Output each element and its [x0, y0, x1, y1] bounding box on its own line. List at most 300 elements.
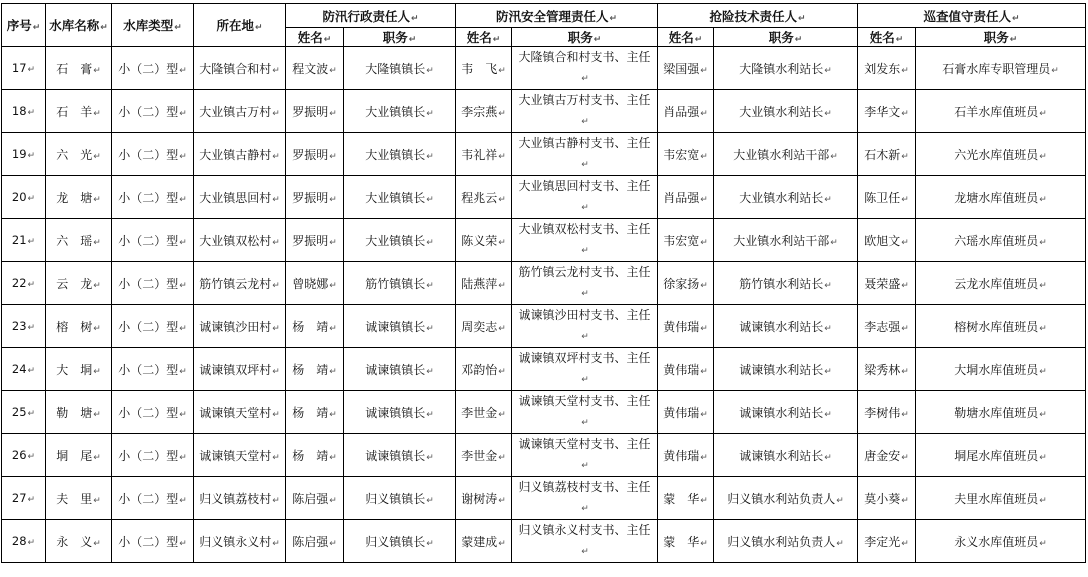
- location-cell: [194, 520, 286, 563]
- table-row: [2, 176, 1086, 219]
- reservoir-type-cell-text: 小（二）型: [118, 61, 179, 76]
- patrol-name-cell-text: 聂荣盛: [864, 276, 901, 291]
- safety-name-cell: [456, 133, 512, 176]
- admin-name-cell: [286, 219, 344, 262]
- patrol-duty-cell-text: 勒塘水库值班员: [954, 405, 1039, 420]
- paragraph-mark: ↵: [498, 323, 506, 334]
- safety-name-cell: [456, 391, 512, 434]
- reservoir-type-cell-text: 小（二）型: [118, 534, 179, 549]
- safety-name-cell: [456, 348, 512, 391]
- location-cell: [194, 348, 286, 391]
- paragraph-mark: ↵: [179, 495, 187, 506]
- paragraph-mark: ↵: [498, 65, 506, 76]
- safety-name-cell: [456, 47, 512, 90]
- paragraph-mark: ↵: [27, 538, 36, 548]
- paragraph-mark: ↵: [27, 409, 36, 419]
- patrol-name-cell: [858, 47, 916, 90]
- safety-name-cell: [456, 176, 512, 219]
- paragraph-mark: ↵: [27, 452, 36, 462]
- paragraph-mark: ↵: [179, 194, 187, 205]
- paragraph-mark: ↵: [93, 65, 101, 76]
- safety-duty-cell: [512, 262, 658, 305]
- reservoir-type-cell-text: 小（二）型: [118, 104, 179, 119]
- safety-duty-cell-text: 归义镇永义村支书、主任: [518, 523, 651, 537]
- header-group-rescue: 抢险技术责任人↵: [658, 4, 858, 28]
- safety-name-cell: [456, 219, 512, 262]
- table-body: [2, 47, 1086, 563]
- paragraph-mark: ↵: [329, 237, 337, 248]
- rescue-duty-cell-text: 诚谏镇水利站长: [739, 405, 824, 420]
- location-cell-text: 诚谏镇沙田村: [199, 319, 272, 334]
- paragraph-mark: ↵: [93, 280, 101, 291]
- location-cell: [194, 434, 286, 477]
- paragraph-mark: ↵: [426, 538, 434, 549]
- safety-duty-cell: [512, 434, 658, 477]
- rescue-name-cell-text: 黄伟瑞: [663, 362, 700, 377]
- header-patrol-name: 姓名↵: [858, 28, 916, 47]
- seq-cell-text: 17: [11, 61, 27, 75]
- paragraph-mark: ↵: [179, 538, 187, 549]
- reservoir-name-cell: [46, 176, 112, 219]
- paragraph-mark: ↵: [901, 538, 909, 549]
- safety-name-cell-text: 韦 飞: [461, 61, 498, 76]
- rescue-duty-cell: [714, 391, 858, 434]
- safety-name-cell: [456, 90, 512, 133]
- paragraph-mark: ↵: [426, 366, 434, 377]
- reservoir-type-cell: [112, 305, 194, 348]
- admin-name-cell-text: 杨 靖: [292, 319, 329, 334]
- paragraph-mark: ↵: [581, 246, 589, 256]
- paragraph-mark: ↵: [700, 495, 708, 506]
- paragraph-mark: ↵: [272, 280, 280, 291]
- paragraph-mark: ↵: [581, 332, 589, 342]
- admin-name-cell: [286, 520, 344, 563]
- patrol-name-cell: [858, 520, 916, 563]
- safety-duty-cell-text: 大业镇思回村支书、主任: [518, 179, 651, 193]
- admin-duty-cell-text: 大业镇镇长: [365, 190, 426, 205]
- rescue-duty-cell: [714, 305, 858, 348]
- admin-duty-cell-text: 诚谏镇镇长: [365, 405, 426, 420]
- header-patrol-duty: 职务↵: [916, 28, 1086, 47]
- paragraph-mark: ↵: [581, 117, 589, 127]
- seq-cell: [2, 176, 46, 219]
- safety-name-cell-text: 韦礼祥: [461, 147, 498, 162]
- seq-cell-text: 18: [11, 104, 27, 118]
- rescue-duty-cell: [714, 348, 858, 391]
- paragraph-mark: ↵: [581, 74, 589, 84]
- rescue-name-cell: [658, 90, 714, 133]
- rescue-duty-cell: [714, 262, 858, 305]
- paragraph-mark: ↵: [272, 495, 280, 506]
- safety-name-cell-text: 周奕志: [461, 319, 498, 334]
- patrol-duty-cell: [916, 262, 1086, 305]
- rescue-name-cell-text: 黄伟瑞: [663, 448, 700, 463]
- patrol-name-cell-text: 欧旭文: [864, 233, 901, 248]
- paragraph-mark: ↵: [93, 495, 101, 506]
- header-admin-name: 姓名↵: [286, 28, 344, 47]
- paragraph-mark: ↵: [272, 409, 280, 420]
- paragraph-mark: ↵: [93, 366, 101, 377]
- rescue-name-cell-text: 黄伟瑞: [663, 405, 700, 420]
- seq-cell: [2, 434, 46, 477]
- reservoir-name-cell-text: 云 龙: [56, 276, 93, 291]
- paragraph-mark: ↵: [329, 538, 337, 549]
- paragraph-mark: ↵: [426, 237, 434, 248]
- seq-cell-text: 28: [11, 534, 27, 548]
- paragraph-mark: ↵: [179, 409, 187, 420]
- table-row: [2, 262, 1086, 305]
- admin-name-cell: [286, 477, 344, 520]
- admin-name-cell: [286, 305, 344, 348]
- reservoir-name-cell-text: 六 瑶: [56, 233, 93, 248]
- admin-name-cell-text: 罗振明: [292, 190, 329, 205]
- reservoir-name-cell-text: 石 羊: [56, 104, 93, 119]
- patrol-name-cell: [858, 434, 916, 477]
- table-row: [2, 520, 1086, 563]
- reservoir-name-cell-text: 垌 尾: [56, 448, 93, 463]
- reservoir-type-cell: [112, 90, 194, 133]
- patrol-name-cell: [858, 348, 916, 391]
- rescue-name-cell-text: 肖品强: [663, 190, 700, 205]
- paragraph-mark: ↵: [700, 108, 708, 119]
- paragraph-mark: ↵: [27, 323, 36, 333]
- rescue-duty-cell: [714, 219, 858, 262]
- safety-name-cell: [456, 305, 512, 348]
- safety-name-cell-text: 李世金: [461, 448, 498, 463]
- paragraph-mark: ↵: [581, 203, 589, 213]
- reservoir-type-cell-text: 小（二）型: [118, 491, 179, 506]
- seq-cell-text: 21: [11, 233, 27, 247]
- safety-duty-cell-text: 筋竹镇云龙村支书、主任: [518, 265, 651, 279]
- patrol-duty-cell: [916, 520, 1086, 563]
- patrol-name-cell: [858, 477, 916, 520]
- rescue-duty-cell-text: 归义镇水利站负责人: [727, 491, 836, 506]
- admin-name-cell: [286, 391, 344, 434]
- header-rescue-duty: 职务↵: [714, 28, 858, 47]
- paragraph-mark: ↵: [329, 151, 337, 162]
- paragraph-mark: ↵: [1039, 151, 1047, 162]
- location-cell: [194, 477, 286, 520]
- rescue-duty-cell-text: 大业镇水利站干部: [733, 233, 830, 248]
- header-seq: 序号↵: [2, 4, 46, 47]
- admin-duty-cell: [344, 133, 456, 176]
- paragraph-mark: ↵: [830, 151, 838, 162]
- reservoir-type-cell-text: 小（二）型: [118, 190, 179, 205]
- paragraph-mark: ↵: [27, 280, 36, 290]
- paragraph-mark: ↵: [700, 452, 708, 463]
- rescue-duty-cell: [714, 90, 858, 133]
- rescue-duty-cell-text: 诚谏镇水利站长: [739, 362, 824, 377]
- paragraph-mark: ↵: [27, 237, 36, 247]
- paragraph-mark: ↵: [700, 151, 708, 162]
- paragraph-mark: ↵: [272, 194, 280, 205]
- reservoir-name-cell: [46, 219, 112, 262]
- paragraph-mark: ↵: [836, 538, 844, 549]
- patrol-name-cell: [858, 176, 916, 219]
- location-cell-text: 大业镇古静村: [199, 147, 272, 162]
- safety-duty-cell-text: 大隆镇合和村支书、主任: [518, 50, 651, 64]
- seq-cell: [2, 133, 46, 176]
- rescue-name-cell: [658, 348, 714, 391]
- table-row: [2, 348, 1086, 391]
- safety-duty-cell: [512, 391, 658, 434]
- paragraph-mark: ↵: [1039, 280, 1047, 291]
- patrol-duty-cell: [916, 176, 1086, 219]
- table-row: [2, 219, 1086, 262]
- rescue-name-cell-text: 梁国强: [663, 61, 700, 76]
- patrol-duty-cell-text: 大垌水库值班员: [954, 362, 1039, 377]
- paragraph-mark: ↵: [179, 366, 187, 377]
- rescue-name-cell: [658, 305, 714, 348]
- paragraph-mark: ↵: [824, 194, 832, 205]
- safety-duty-cell: [512, 219, 658, 262]
- safety-name-cell-text: 陆燕萍: [461, 276, 498, 291]
- seq-cell: [2, 305, 46, 348]
- location-cell-text: 大业镇双松村: [199, 233, 272, 248]
- paragraph-mark: ↵: [272, 237, 280, 248]
- admin-duty-cell: [344, 219, 456, 262]
- location-cell-text: 大业镇思回村: [199, 190, 272, 205]
- safety-duty-cell: [512, 305, 658, 348]
- reservoir-type-cell-text: 小（二）型: [118, 362, 179, 377]
- admin-duty-cell: [344, 520, 456, 563]
- patrol-duty-cell: [916, 348, 1086, 391]
- table-row: [2, 305, 1086, 348]
- reservoir-type-cell: [112, 47, 194, 90]
- paragraph-mark: ↵: [329, 495, 337, 506]
- rescue-name-cell-text: 徐家扬: [663, 276, 700, 291]
- paragraph-mark: ↵: [498, 280, 506, 291]
- header-rescue-name: 姓名↵: [658, 28, 714, 47]
- location-cell-text: 归义镇永义村: [199, 534, 272, 549]
- paragraph-mark: ↵: [700, 65, 708, 76]
- header-row-top: [2, 4, 1086, 28]
- paragraph-mark: ↵: [426, 323, 434, 334]
- paragraph-mark: ↵: [581, 160, 589, 170]
- paragraph-mark: ↵: [824, 280, 832, 291]
- patrol-name-cell: [858, 305, 916, 348]
- admin-duty-cell-text: 诚谏镇镇长: [365, 362, 426, 377]
- paragraph-mark: ↵: [272, 151, 280, 162]
- reservoir-name-cell: [46, 90, 112, 133]
- location-cell: [194, 47, 286, 90]
- patrol-duty-cell-text: 六瑶水库值班员: [954, 233, 1039, 248]
- paragraph-mark: ↵: [93, 538, 101, 549]
- patrol-name-cell: [858, 133, 916, 176]
- header-reservoir-type: 水库类型↵: [112, 4, 194, 47]
- rescue-name-cell: [658, 520, 714, 563]
- paragraph-mark: ↵: [700, 237, 708, 248]
- paragraph-mark: ↵: [1039, 108, 1047, 119]
- paragraph-mark: ↵: [93, 108, 101, 119]
- admin-duty-cell: [344, 90, 456, 133]
- location-cell-text: 诚谏镇双坪村: [199, 362, 272, 377]
- rescue-duty-cell-text: 大业镇水利站长: [739, 190, 824, 205]
- reservoir-name-cell-text: 大 垌: [56, 362, 93, 377]
- paragraph-mark: ↵: [426, 452, 434, 463]
- paragraph-mark: ↵: [700, 280, 708, 291]
- admin-name-cell-text: 杨 靖: [292, 448, 329, 463]
- safety-name-cell-text: 谢树涛: [461, 491, 498, 506]
- paragraph-mark: ↵: [93, 237, 101, 248]
- patrol-name-cell-text: 刘发东: [864, 61, 901, 76]
- patrol-name-cell: [858, 90, 916, 133]
- paragraph-mark: ↵: [836, 495, 844, 506]
- rescue-duty-cell-text: 筋竹镇水利站长: [739, 276, 824, 291]
- paragraph-mark: ↵: [179, 280, 187, 291]
- location-cell-text: 大隆镇合和村: [199, 61, 272, 76]
- reservoir-name-cell: [46, 520, 112, 563]
- paragraph-mark: ↵: [93, 151, 101, 162]
- reservoir-type-cell-text: 小（二）型: [118, 319, 179, 334]
- rescue-name-cell-text: 韦宏宽: [663, 147, 700, 162]
- admin-duty-cell: [344, 348, 456, 391]
- paragraph-mark: ↵: [901, 323, 909, 334]
- reservoir-type-cell: [112, 477, 194, 520]
- reservoir-type-cell: [112, 391, 194, 434]
- reservoir-type-cell: [112, 348, 194, 391]
- reservoir-type-cell-text: 小（二）型: [118, 448, 179, 463]
- seq-cell-text: 20: [11, 190, 27, 204]
- paragraph-mark: ↵: [27, 194, 36, 204]
- rescue-name-cell-text: 蒙 华: [663, 534, 700, 549]
- seq-cell-text: 27: [11, 491, 27, 505]
- admin-duty-cell-text: 大隆镇镇长: [365, 61, 426, 76]
- admin-name-cell: [286, 90, 344, 133]
- paragraph-mark: ↵: [272, 65, 280, 76]
- paragraph-mark: ↵: [93, 452, 101, 463]
- safety-duty-cell: [512, 133, 658, 176]
- reservoir-name-cell-text: 勒 塘: [56, 405, 93, 420]
- paragraph-mark: ↵: [426, 280, 434, 291]
- paragraph-mark: ↵: [700, 538, 708, 549]
- safety-name-cell: [456, 477, 512, 520]
- rescue-duty-cell-text: 大业镇水利站长: [739, 104, 824, 119]
- seq-cell-text: 23: [11, 319, 27, 333]
- table-row: [2, 477, 1086, 520]
- paragraph-mark: ↵: [498, 366, 506, 377]
- paragraph-mark: ↵: [901, 452, 909, 463]
- paragraph-mark: ↵: [1039, 538, 1047, 549]
- patrol-name-cell: [858, 262, 916, 305]
- safety-duty-cell-text: 诚谏镇沙田村支书、主任: [518, 308, 651, 322]
- safety-duty-cell-text: 大业镇双松村支书、主任: [518, 222, 651, 236]
- table-row: [2, 391, 1086, 434]
- paragraph-mark: ↵: [901, 151, 909, 162]
- reservoir-name-cell: [46, 348, 112, 391]
- reservoir-name-cell-text: 夫 里: [56, 491, 93, 506]
- reservoir-name-cell: [46, 262, 112, 305]
- admin-name-cell: [286, 434, 344, 477]
- paragraph-mark: ↵: [700, 194, 708, 205]
- reservoir-name-cell-text: 六 光: [56, 147, 93, 162]
- paragraph-mark: ↵: [700, 323, 708, 334]
- paragraph-mark: ↵: [27, 151, 36, 161]
- header-admin-duty: 职务↵: [344, 28, 456, 47]
- admin-duty-cell: [344, 477, 456, 520]
- safety-duty-cell: [512, 348, 658, 391]
- paragraph-mark: ↵: [93, 194, 101, 205]
- admin-name-cell-text: 罗振明: [292, 233, 329, 248]
- admin-name-cell: [286, 176, 344, 219]
- rescue-duty-cell: [714, 133, 858, 176]
- reservoir-name-cell-text: 榕 树: [56, 319, 93, 334]
- paragraph-mark: ↵: [824, 366, 832, 377]
- reservoir-type-cell-text: 小（二）型: [118, 147, 179, 162]
- safety-name-cell-text: 陈义荣: [461, 233, 498, 248]
- paragraph-mark: ↵: [498, 151, 506, 162]
- header-reservoir-name: 水库名称↵: [46, 4, 112, 47]
- admin-name-cell: [286, 348, 344, 391]
- paragraph-mark: ↵: [426, 65, 434, 76]
- reservoir-name-cell: [46, 133, 112, 176]
- header-group-admin: 防汛行政责任人↵: [286, 4, 456, 28]
- paragraph-mark: ↵: [901, 495, 909, 506]
- rescue-name-cell-text: 肖品强: [663, 104, 700, 119]
- safety-duty-cell-text: 诚谏镇天堂村支书、主任: [518, 437, 651, 451]
- reservoir-name-cell-text: 龙 塘: [56, 190, 93, 205]
- safety-duty-cell: [512, 176, 658, 219]
- safety-name-cell-text: 蒙建成: [461, 534, 498, 549]
- safety-duty-cell-text: 诚谏镇天堂村支书、主任: [518, 394, 651, 408]
- paragraph-mark: ↵: [27, 366, 36, 376]
- rescue-duty-cell-text: 大隆镇水利站长: [739, 61, 824, 76]
- paragraph-mark: ↵: [179, 108, 187, 119]
- table-row: [2, 434, 1086, 477]
- safety-duty-cell-text: 诚谏镇双坪村支书、主任: [518, 351, 651, 365]
- paragraph-mark: ↵: [498, 108, 506, 119]
- paragraph-mark: ↵: [824, 409, 832, 420]
- admin-duty-cell-text: 诚谏镇镇长: [365, 319, 426, 334]
- reservoir-name-cell: [46, 434, 112, 477]
- location-cell: [194, 219, 286, 262]
- paragraph-mark: ↵: [1039, 409, 1047, 420]
- reservoir-type-cell-text: 小（二）型: [118, 276, 179, 291]
- paragraph-mark: ↵: [329, 65, 337, 76]
- patrol-name-cell-text: 李华文: [864, 104, 901, 119]
- reservoir-type-cell: [112, 176, 194, 219]
- reservoir-name-cell: [46, 305, 112, 348]
- paragraph-mark: ↵: [272, 108, 280, 119]
- paragraph-mark: ↵: [901, 237, 909, 248]
- paragraph-mark: ↵: [824, 452, 832, 463]
- paragraph-mark: ↵: [27, 495, 36, 505]
- paragraph-mark: ↵: [329, 108, 337, 119]
- seq-cell-text: 19: [11, 147, 27, 161]
- rescue-duty-cell: [714, 176, 858, 219]
- location-cell-text: 诚谏镇天堂村: [199, 448, 272, 463]
- patrol-duty-cell-text: 六光水库值班员: [954, 147, 1039, 162]
- header-safety-name: 姓名↵: [456, 28, 512, 47]
- rescue-duty-cell: [714, 47, 858, 90]
- admin-duty-cell-text: 归义镇镇长: [365, 534, 426, 549]
- paragraph-mark: ↵: [901, 65, 909, 76]
- paragraph-mark: ↵: [329, 366, 337, 377]
- seq-cell-text: 25: [11, 405, 27, 419]
- paragraph-mark: ↵: [581, 418, 589, 428]
- safety-name-cell-text: 程兆云: [461, 190, 498, 205]
- safety-name-cell: [456, 434, 512, 477]
- seq-cell-text: 24: [11, 362, 27, 376]
- paragraph-mark: ↵: [824, 108, 832, 119]
- paragraph-mark: ↵: [1039, 366, 1047, 377]
- patrol-duty-cell: [916, 434, 1086, 477]
- rescue-name-cell: [658, 391, 714, 434]
- paragraph-mark: ↵: [426, 495, 434, 506]
- admin-duty-cell: [344, 262, 456, 305]
- admin-name-cell-text: 程文波: [292, 61, 329, 76]
- paragraph-mark: ↵: [426, 409, 434, 420]
